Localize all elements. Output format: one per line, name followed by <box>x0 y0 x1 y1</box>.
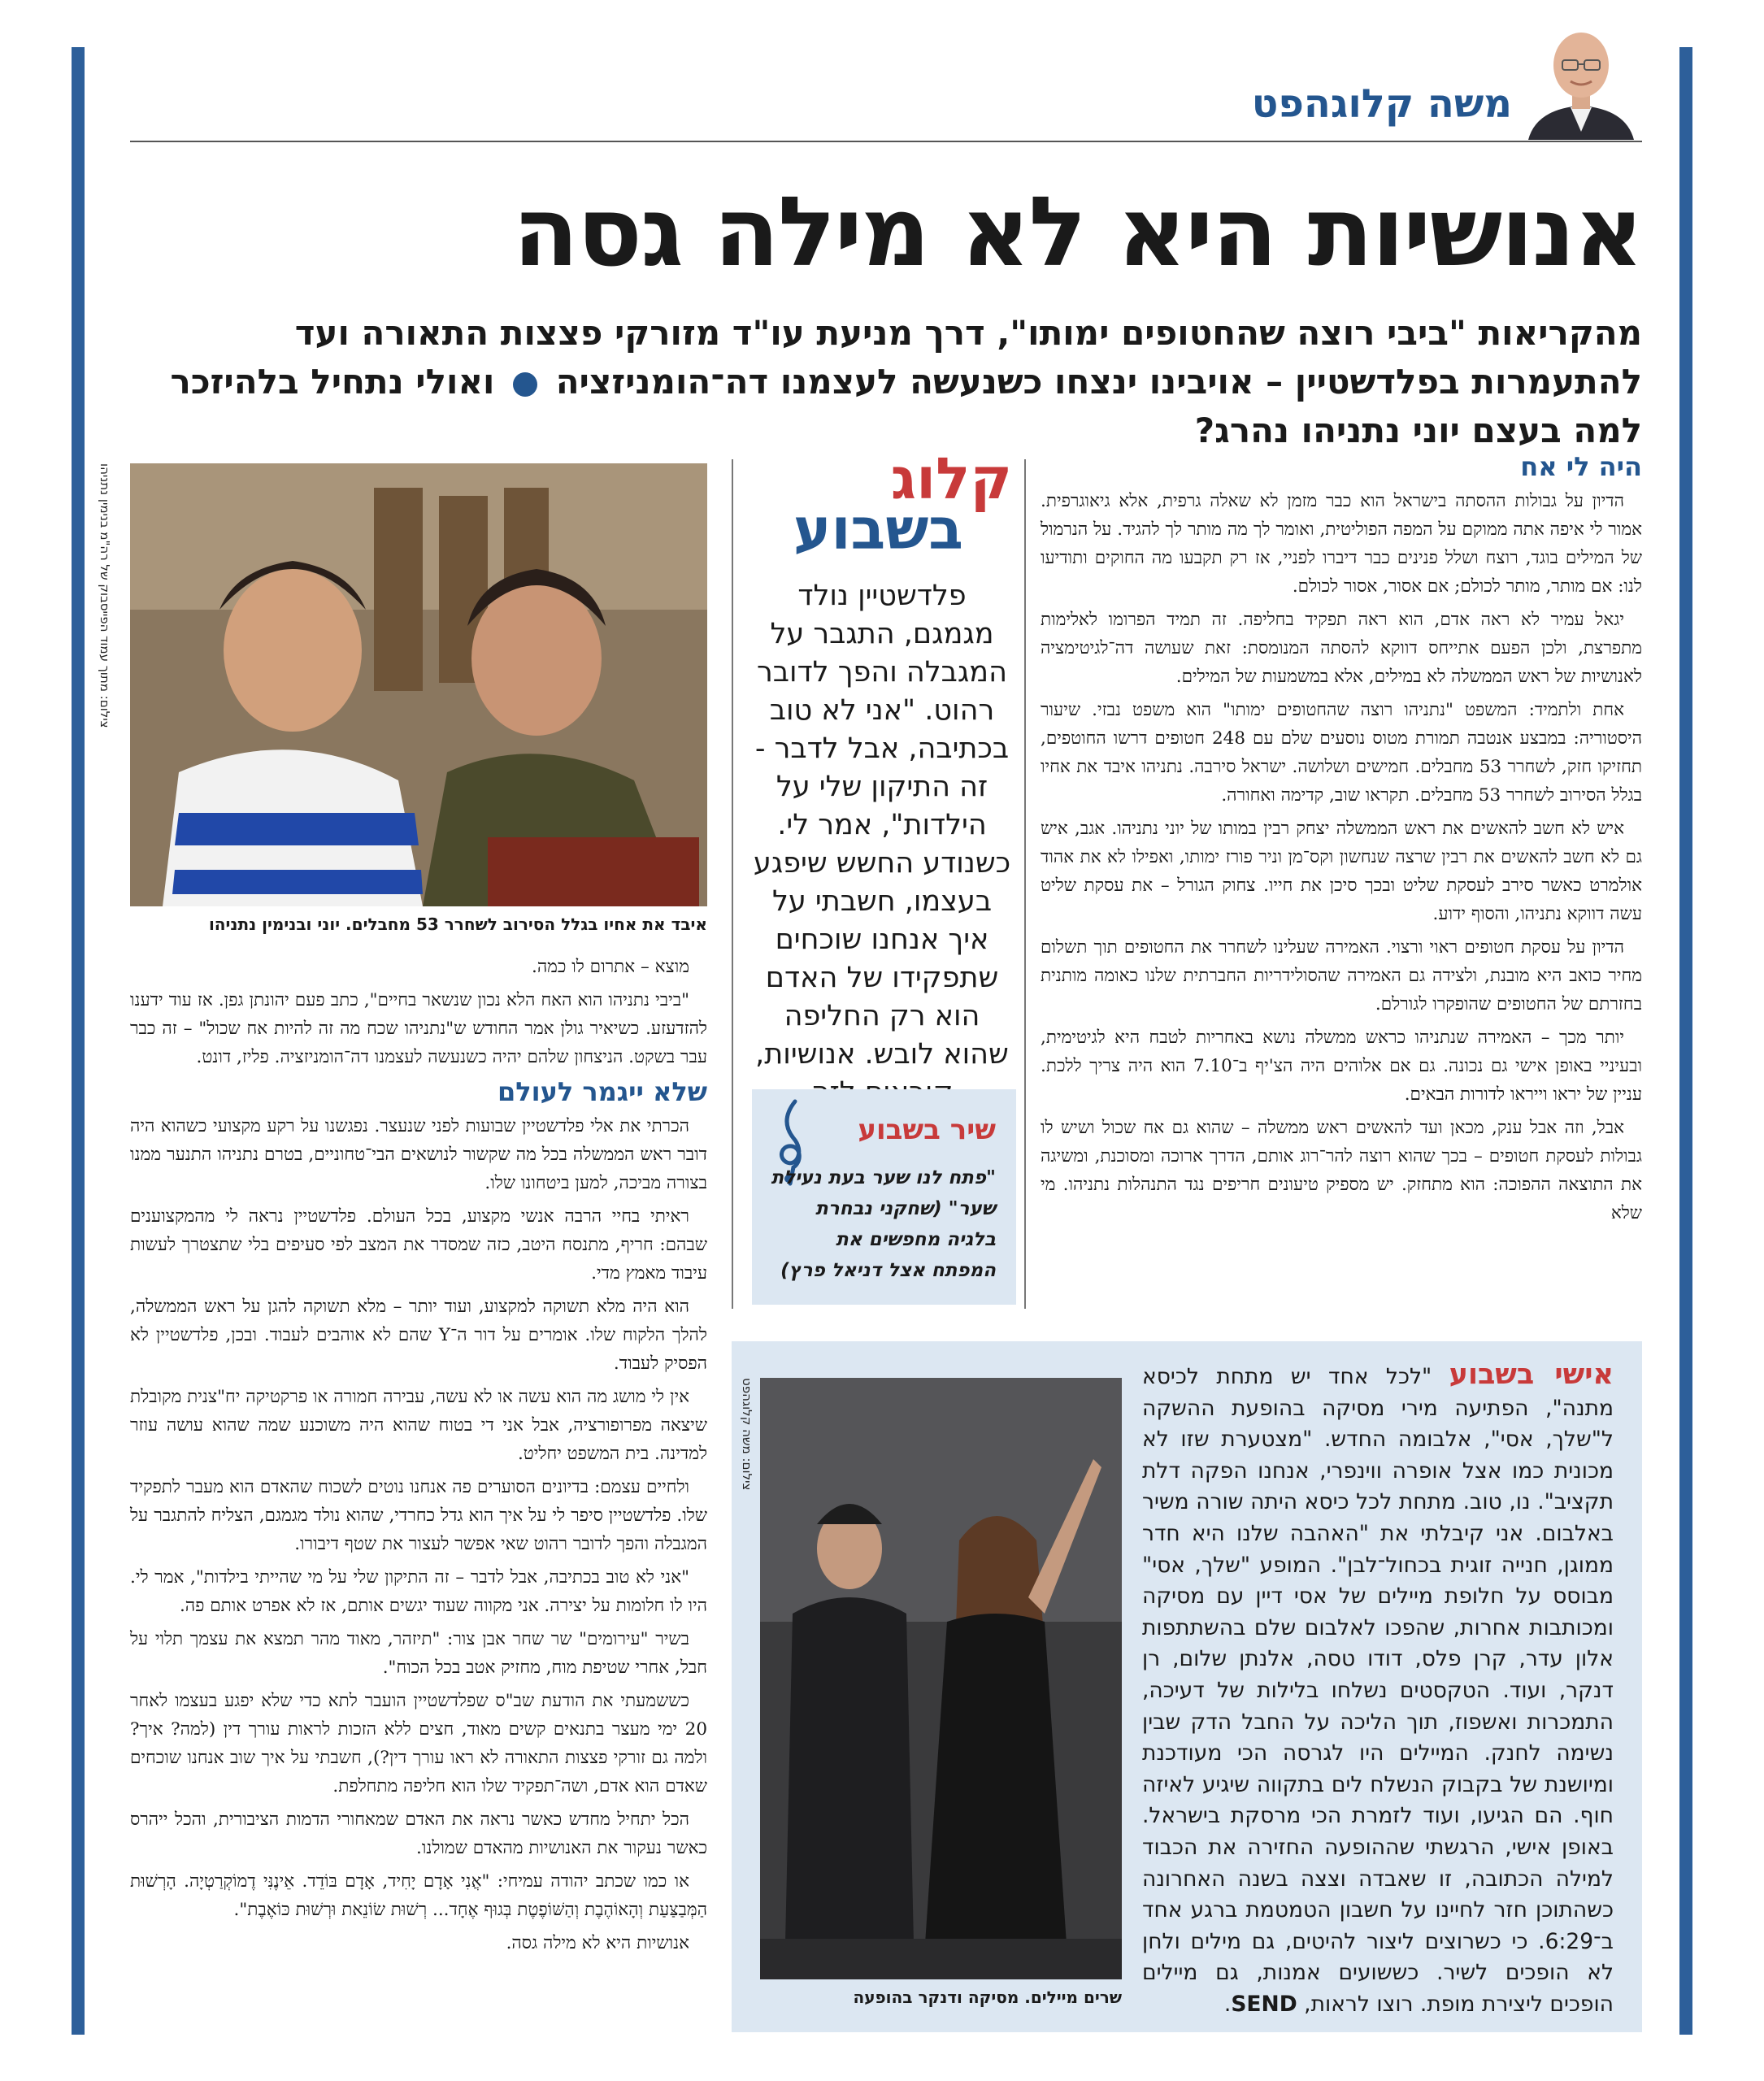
column-divider <box>1024 459 1026 1309</box>
right-frame-bar <box>1679 47 1692 2035</box>
section-title-never-end: שלא ייגמר לעולם <box>497 1076 707 1107</box>
paragraph: "אני לא טוב בכתיבה, אבל לדבר – זה התיקון שלי על מי שהייתי בילדות", אמר לי. היו לו חלומות על יצירה. אני מקווה שעוד יגשים אותם, אז לא אפרט אותם פה. <box>130 1567 707 1616</box>
subhead-part-2: ואולי נתחיל בלהיזכר למה בעצם יוני נתניהו נהרג? <box>170 362 1642 450</box>
paragraph: אבל, וזה אבל ענק, מכאן ועד להאשים ראש ממשלה – שהוא גם אח שכול ושיש לו גבולות לעסקת חטופים – בכך שהוא רוצה להר־רוג אותם, הדרך ארוכה ומסוכנת, ומשיגה את התוצאה ההפוכה: הוא מתחזק. יש מספיק טיעונים חריפים נגד התנהלות נתניהו. מי שלא <box>1041 1118 1642 1223</box>
paragraph: הוא היה מלא תשוקה למקצוע, ועוד יותר – מלא תשוקה להגן על ראש הממשלה, להלך הלקוח שלו. אומרים על דור ה־Y שהם לא אוהבים לעבוד. ובכן, פלדשטיין לא הפסיק לעבוד. <box>130 1297 707 1374</box>
paragraph: בשיר "עירומים" שר שחר אבן צור: "תיזהר, מאוד מהר תמצא את עצמך תלוי על חבל, אחרי שטיפת מוח, מחזיק אטב בכל הכוח". <box>130 1629 707 1678</box>
paragraph: אנושיות היא לא מילה גסה. <box>506 1933 689 1953</box>
paragraph: הדיון על עסקת חטופים ראוי ורצוי. האמירה שעלינו לשחרר את החטופים תוך תשלום מחיר כואב היא מובנת, ולצידה גם האמירה שהסולידריות החברתית שלנו כאומה מותנית בחזרתם של החטופים שהופקרו לגורלם. <box>1041 937 1642 1014</box>
left-column-lead <box>130 953 707 1071</box>
klug-quote: פלדשטיין נולד מגמגם, התגבר על המגבלה והפך לדובר רהוט. "אני לא טוב בכתיבה, אבל לדבר - זה התיקון שלי על הילדות", אמר לי. כשנודע החשש שיפגע בעצמו, חשבתי על איך אנחנו שוכחים שתפקידו של האדם הוא רק החליפה שהוא לובש. אנושיות, <box>753 580 1011 1071</box>
author-name: משה קלוגהפט <box>1251 81 1512 127</box>
left-column-body <box>130 1112 707 1957</box>
song-of-week-box <box>752 1089 1016 1305</box>
paragraph: ולחיים עצמם: בדיונים הסוערים פה אנחנו נוטים לשכוח שהאדם הוא מעבר לתפקיד שלו. פלדשטיין סיפר לי על איך הוא גדל כחרדי, שהוא נולד מגמגם, הצליח להתגבר על המגבלה והפך לדובר רהוט שאי אפשר לעצור את שטף דיבורו. <box>130 1477 707 1554</box>
subhead <box>122 309 1642 455</box>
klug-logo <box>752 445 1012 563</box>
right-column-body <box>1041 487 1642 1227</box>
netanyahu-brothers-photo <box>130 463 707 906</box>
concert-photo-caption: שרים מיילים. מסיקה ודנקר בהופעה <box>853 1988 1122 2007</box>
bullet-dot-icon <box>513 372 537 397</box>
column-divider <box>732 459 733 1309</box>
end-punctuation: . <box>1223 1991 1232 2017</box>
personal-of-week-box <box>732 1341 1642 2032</box>
paragraph: הכל יתחיל מחדש כאשר נראה את האדם שמאחורי הדמות הציבורית, והכל ייהרס כאשר נעקור את האנושיות מהאדם שמולנו. <box>130 1809 707 1858</box>
personal-box-body: "לכל אחד יש מתחת לכיסא מתנה", הפתיעה מירי מסיקה בהופעת ההשקה ל"שלך, אסי", אלבומה החדש. "מצטערת שזו לא מכונית כמו אצל אופרה ווינפרי, אנחנו הפקה דלת תקציב". נו, טוב. מתחת לכל כיסא היתה שורה משיר באלבום. אני קיבלתי את "האהבה שלנו היא חדר ממוגן, חנייה זוגית בכחול־לבן". המופע "שלך, אסי" מבוסס על חלופת מיילים של אסי דיין עם מסיקה ומכותבות אחרות, שהפכו לאלבום שלם בהשתתפות אלון עדר, קרן פלס, דודו טסה, אלנתן שלום, רן דנקר, ועוד. הטקסטים נשלחו בלילות של דעיכה, התמכרות ואשפוז, תוך הליכה על החבל הדק שבין נשימה לחנק. המיילים היו לגרסה הכי מעודכנת ומיושנת של בקבוק הנשלח לים בתקווה שיגיע לאיזה חוף. הם הגיעו, ועוד לזמרת הכי מרסקת בישראל. באופן אישי, הרגשתי שההופעה החזירה את הכבוד למילה הכתובה, זו שאבדה וצצה בשנה האחרונה כשהתוכן חזר לחיינו על חשבון הטמטמת ברגע אחד ב־6:29. כי כשרוצים ליצור להיטים, גם מילים ולחן לא הופכים לשיר. כששועים אמנות, גם מיילים הופכים ליצירת מופת. רוצו לראות, <box>1142 1364 1614 2017</box>
photo-credit: צילום: מתוך עמוד הפייסבוק של רה"מ בנימין נתניהו <box>98 463 112 728</box>
paragraph: יגאל עמיר לא ראה אדם, הוא ראה תפקיד בחליפה. זה תמיד הפרומו לאלימות מתפרצת, ולכן הפעם אתייחס דווקא להסתה המנומסת: זאת שעושה דה־לגיטימציה לאנושיות של ראש הממשלה לא במילים, אלא במשמעות של המילים. <box>1041 610 1642 687</box>
paragraph: יותר מכך – האמירה שנתניהו כראש ממשלה נושא באחריות לטבח היא לגיטימית, ובעיניי באופן אישי גם נכונה. גם אם אלוהים היה הצ'יף ב־7.10 הוא היה צריך ללכת. עניין של יראו וייראו לדורות הבאים. <box>1041 1027 1642 1105</box>
song-box-text: "פתח לנו שער בעת נעילת שער" (שחקני נבחרת בלגיה מחפשים את המפתח אצל דניאל פרץ) <box>771 1167 996 1281</box>
photo-caption: איבד את אחיו בגלל הסירוב לשחרר 53 מחבלים. יוני ובנימין נתניהו <box>208 915 707 934</box>
section-title-brother: היה לי אח <box>1520 451 1642 482</box>
paragraph: ראיתי בחיי הרבה אנשי מקצוע, בכל העולם. פלדשטיין נראה לי מהמקצוענים שבהם: חריף, מתנסח היטב, כזה שמסדר את המצב לפי סעיפים בלי שתצטרך לעשות עיבוד מאמץ מדי. <box>130 1206 707 1284</box>
paragraph: מוצא – אתרום לו כמה. <box>531 957 689 977</box>
concert-photo-credit: צילום: משה קלוגהפט <box>740 1378 754 1491</box>
paragraph: "ביבי נתניהו הוא האח הלא נכון שנשאר בחיים", כתב פעם יהונתן גפן. אז עוד ידענו להזדעזע. כשיאיר גולן אמר החודש ש"נתניהו שכח מה זה להיות אח שכול" – זה כבר עבר בשקט. הניצחון שלהם יהיה כשנעשה לעצמנו דה־הומניזציה. פליז, דונט. <box>130 990 707 1067</box>
paragraph: כששמעתי את הודעת שב"ס שפלדשטיין הועבר לתא כדי שלא יפגע בעצמו לאחר 20 ימי מעצר בתנאים קשים מאוד, חצים ללא הזכות לראות עורך דין (למה? איך? ולמה גם זורקי פצצות התאורה לא ראו עורך דין?), חשבתי על איך שוב אנחנו שוכחים שאדם הוא אדם, ושה־תפקיד שלו הוא חליפה מתחלפת. <box>130 1691 707 1796</box>
concert-photo <box>760 1378 1122 1979</box>
headline: אנושיות היא לא מילה גסה <box>512 176 1642 288</box>
send-word: SEND <box>1231 1991 1297 2017</box>
klug-logo-word: קלוג <box>890 445 1012 512</box>
personal-box-title: אישי בשבוע <box>1449 1358 1614 1391</box>
author-portrait <box>1520 18 1642 140</box>
song-box-title: שיר בשבוע <box>858 1114 996 1146</box>
personal-box-text <box>1142 1359 1614 2020</box>
klug-logo-subword: בשבוע <box>793 496 963 563</box>
header-rule <box>130 141 1642 142</box>
paragraph: איש לא חשב להאשים את ראש הממשלה יצחק רבין במותו של יוני נתניהו. אגב, איש גם לא חשב להאשים את רבין שרצה שנחשון וקס־מן וניר פורז ימותו, ואפילו לא את אהוד אולמרט כאשר סירב לעסקת שליט ובכך סיכן את חייו. צחוק הגורל – את עסקת שליט עשה דווקא נתניהו, והסוף ידוע. <box>1041 819 1642 924</box>
left-column <box>130 953 707 1962</box>
left-frame-bar <box>72 47 85 2035</box>
paragraph: אין לי מושג מה הוא עשה או לא עשה, עבירה חמורה או פרקטיקה יח"צנית מקובלת שיצאה מפרופורציה, אבל אני די בטוח שהוא היה משוכנע שמה שהוא עושה עוזר למדינה. בית המשפט יחליט. <box>130 1387 707 1464</box>
paragraph: הדיון על גבולות ההסתה בישראל הוא כבר מזמן לא שאלה גרפית, אלא גיאוגרפית. אמור לי איפה אתה ממוקם על המפה הפוליטית, ואומר לך מה מותר לך להגיד. על הנרמול של המילים בוגד, רוצח ושלל פנינים כבר דיברו לפניי, אז רק תקבעו מה החוקים ותודיעו לנו: אם מותר, מותר לכולם; אם אסור, אסור לכולם. <box>1041 491 1642 597</box>
subhead-part-1: מהקריאות "ביבי רוצה שהחטופים ימותו", דרך מניעת עו"ד מזורקי פצצות התאורה ועד להתעמרות בפלדשטיין – אויבינו ינצחו כשנעשה לעצמנו דה־הומניזציה <box>294 313 1642 402</box>
paragraph: הכרתי את אלי פלדשטיין שבועות לפני שנעצר. נפגשנו על רקע מקצועי כשהוא היה דובר ראש הממשלה בכל מה שקשור לנושאים הבי־טחוניים, בטרם נתניהו התנער ממנו בצורה מביכה, למען ביטחונו שלו. <box>130 1116 707 1193</box>
paragraph: או כמו שכתב יהודה עמיחי: "אֲנִי אָדָם יָחִיד, אָדָם בּוֹדֵד. אֵינֶנִּי דֶמוֹקְרַטְיָה. הָרְשׁוּת הַמְּבַצַּעַת וְהָאוֹהֶבֶת וְהַשּׁוֹפֶטֶת בְּגוּף אֶחָד... רְשׁוּת שׂוֹנֵאת וּרְשׁוּת כּוֹאֶבֶת". <box>130 1871 707 1920</box>
right-column <box>1041 451 1642 1232</box>
paragraph: אחת ולתמיד: המשפט "נתניהו רוצה שהחטופים ימותו" הוא משפט נבזי. שיעור היסטוריה: במבצע אנטבה תמורת מטוס נוסעים שלם עם 248 חטופים דרשו החוטפים, תחזיקו חזק, לשחרר 53 מחבלים. חמישים ושלושה. ישראל סירבה. נתניהו איבד את אחיו בגלל הסירוב לשחרר 53 מחבלים. תקראו שוב, קדימה ואחורה. <box>1041 700 1642 806</box>
